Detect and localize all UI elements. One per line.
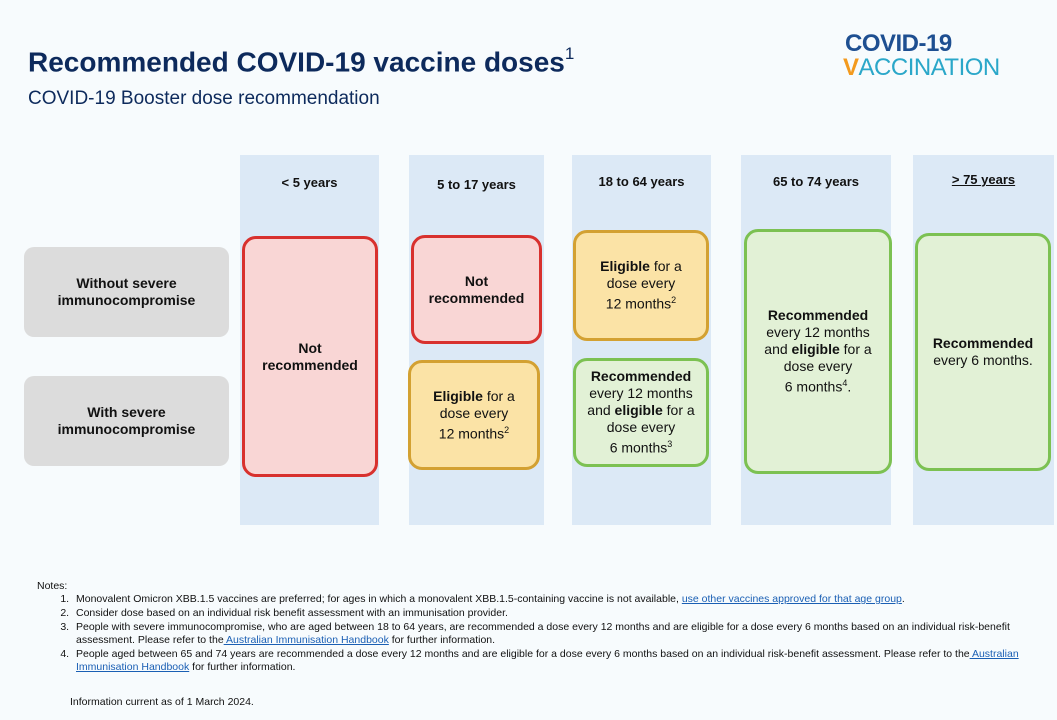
column-header-18-to-64: 18 to 64 years bbox=[598, 174, 685, 189]
page-title-text: Recommended COVID-19 vaccine doses bbox=[28, 46, 565, 78]
note-4-handbook-link[interactable]: Australian Immunisation Handbook bbox=[76, 648, 1019, 673]
cell-18to64-without-line3: 12 months bbox=[605, 295, 672, 312]
column-header-75-plus: > 75 years bbox=[951, 172, 1016, 187]
cell-75plus-bold1: Recommended bbox=[932, 335, 1034, 351]
logo-line1: COVID-19 bbox=[845, 30, 952, 57]
row-label-without-line1: Without severe bbox=[76, 275, 177, 291]
cell-18to64-with-bold1: Recommended bbox=[590, 368, 692, 385]
cell-18to64-with-bold3: eligible bbox=[614, 402, 663, 419]
cell-65to74-line2: every 12 months bbox=[766, 324, 870, 341]
cell-65to74-line5: 6 months bbox=[784, 378, 843, 395]
note-4-end: for further information. bbox=[189, 661, 296, 673]
column-header-5-to-17: 5 to 17 years bbox=[437, 177, 516, 192]
note-3-text: People with severe immunocompromise, who are aged between 18 to 64 years, are recommended a dose every 12 months and are eligible for a dose every 6 months based on an individual risk-benefit assessment. Please refer to the bbox=[76, 621, 1010, 646]
cell-18to64-without-footnote: 2 bbox=[671, 295, 677, 306]
cell-5to17-without-line1: Not bbox=[464, 272, 489, 289]
cell-under5-line2: recommended bbox=[262, 356, 358, 373]
cell-18to64-with bbox=[573, 358, 709, 467]
cell-18to64-without-line2: dose every bbox=[606, 275, 676, 292]
logo-line2-rest: ACCINATION bbox=[858, 54, 1000, 81]
column-header-65-to-74: 65 to 74 years bbox=[772, 174, 859, 189]
page-subtitle: COVID-19 Booster dose recommendation bbox=[28, 88, 380, 109]
note-4-text: People aged between 65 and 74 years are recommended a dose every 12 months and are eligible for a dose every 6 months based on an individual risk-benefit assessment. Please refer to the bbox=[76, 648, 970, 660]
cell-5to17-with-rest1: for a bbox=[482, 387, 515, 404]
row-label-with-line2: immunocompromise bbox=[57, 421, 196, 437]
cell-65to74-post3: for a bbox=[839, 341, 872, 358]
cell-under5-line1: Not bbox=[298, 339, 322, 356]
cell-5to17-without-line2: recommended bbox=[428, 289, 525, 306]
cell-65to74-bold1: Recommended bbox=[767, 307, 869, 324]
cell-5to17-with-bold: Eligible bbox=[433, 387, 483, 404]
note-1-text: Monovalent Omicron XBB.1.5 vaccines are preferred; for ages in which a monovalent XBB.1.5-containing vaccine is not available, bbox=[76, 593, 682, 605]
cell-18to64-with-line5: 6 months bbox=[609, 439, 668, 456]
covid-vaccination-logo bbox=[843, 30, 1028, 82]
cell-18to64-with-line4: dose every bbox=[606, 419, 676, 436]
cell-5to17-with-line2: dose every bbox=[439, 404, 509, 421]
note-1-link[interactable]: use other vaccines approved for that age group bbox=[681, 593, 902, 605]
cell-18to64-with-pre3: and bbox=[587, 402, 615, 419]
row-label-with-severe bbox=[24, 376, 229, 466]
row-label-with-line1: With severe bbox=[87, 404, 166, 420]
note-1-end: . bbox=[901, 593, 905, 605]
cell-65to74-pre3: and bbox=[764, 341, 792, 358]
cell-18to64-without-rest1: for a bbox=[649, 258, 682, 275]
page-title bbox=[28, 46, 574, 78]
column-header-under-5: < 5 years bbox=[281, 175, 338, 190]
cell-75plus-line2: every 6 months. bbox=[933, 352, 1033, 368]
cell-5to17-without bbox=[411, 235, 542, 344]
cell-18to64-with-post3: for a bbox=[662, 402, 695, 419]
cell-18to64-without-bold: Eligible bbox=[600, 258, 650, 275]
notes-title: Notes: bbox=[37, 580, 68, 592]
row-label-without-severe bbox=[24, 247, 229, 337]
cell-65to74-end: . bbox=[847, 378, 852, 395]
title-footnote-ref: 1 bbox=[564, 44, 575, 63]
cell-65to74-bold3: eligible bbox=[791, 341, 840, 358]
logo-line2 bbox=[843, 54, 1000, 82]
cell-under5 bbox=[242, 236, 378, 477]
cell-5to17-with bbox=[408, 360, 540, 470]
cell-18to64-without bbox=[573, 230, 709, 341]
cell-65to74-footnote: 4 bbox=[842, 378, 848, 389]
notes-list bbox=[37, 593, 1047, 674]
note-3-end: for further information. bbox=[388, 634, 496, 646]
row-label-without-line2: immunocompromise bbox=[57, 292, 196, 308]
note-3-handbook-link[interactable]: Australian Immunisation Handbook bbox=[223, 634, 389, 646]
cell-75plus bbox=[915, 233, 1051, 471]
note-2 bbox=[72, 607, 1047, 620]
cell-65to74 bbox=[744, 229, 892, 474]
information-current-date: Information current as of 1 March 2024. bbox=[70, 696, 254, 708]
cell-18to64-with-footnote: 3 bbox=[667, 439, 673, 450]
cell-5to17-with-footnote: 2 bbox=[504, 424, 510, 435]
note-1 bbox=[72, 593, 1047, 606]
notes-section bbox=[37, 580, 1047, 675]
note-3 bbox=[72, 621, 1047, 647]
cell-18to64-with-line2: every 12 months bbox=[589, 385, 693, 402]
cell-65to74-line4: dose every bbox=[783, 358, 853, 375]
cell-5to17-with-line3: 12 months bbox=[438, 425, 505, 442]
note-4 bbox=[72, 648, 1047, 674]
logo-v-check: V bbox=[843, 54, 859, 81]
note-2-text: Consider dose based on an individual risk benefit assessment with an immunisation provider. bbox=[76, 607, 508, 619]
